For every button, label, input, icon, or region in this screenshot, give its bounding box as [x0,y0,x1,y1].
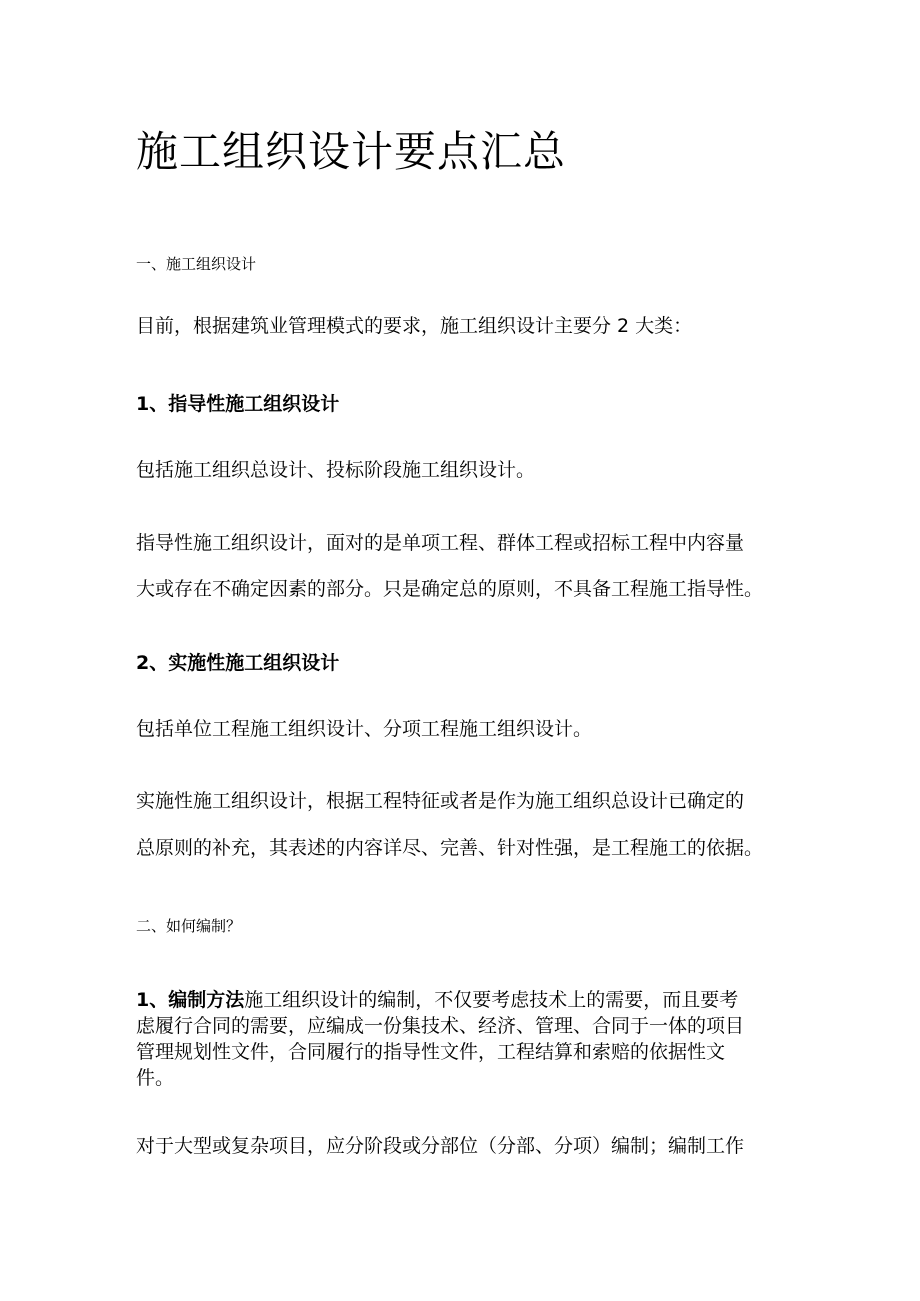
large-project-paragraph: 对于大型或复杂项目，应分阶段或分部位（分部、分项）编制；编制工作 [136,1135,745,1157]
method-paragraph [136,987,744,1091]
document-title: 施工组织设计要点汇总 [136,127,567,176]
implementing-scope-paragraph: 包括单位工程施工组织设计、分项工程施工组织设计。 [136,718,593,740]
guiding-scope-paragraph: 包括施工组织总设计、投标阶段施工组织设计。 [136,459,536,481]
implementing-desc-line-2: 总原则的补充，其表述的内容详尽、完善、针对性强，是工程施工的依据。 [136,837,764,859]
subheading-guiding-design: 1、指导性施工组织设计 [136,393,340,415]
intro-paragraph: 目前，根据建筑业管理模式的要求，施工组织设计主要分 2 大类： [136,315,693,337]
method-line-4: 件。 [136,1067,175,1089]
method-text-1: 施工组织设计的编制，不仅要考虑技术上的需要，而且要考 [244,989,739,1011]
guiding-desc-line-1: 指导性施工组织设计，面对的是单项工程、群体工程或招标工程中内容量 [136,532,745,554]
implementing-desc-line-1: 实施性施工组织设计，根据工程特征或者是作为施工组织总设计已确定的 [136,790,745,812]
guiding-desc-line-2: 大或存在不确定因素的部分。只是确定总的原则，不具备工程施工指导性。 [136,578,764,600]
method-line-1 [136,987,744,1013]
section-heading-2: 二、如何编制？ [136,917,242,935]
section-heading-1: 一、施工组织设计 [136,255,257,273]
method-line-2: 虑履行合同的需要，应编成一份集技术、经济、管理、合同于一体的项目 [136,1015,745,1037]
subheading-implementing-design: 2、实施性施工组织设计 [136,652,340,674]
method-heading: 1、编制方法 [136,989,245,1011]
method-line-3: 管理规划性文件，合同履行的指导性文件，工程结算和索赔的依据性文 [136,1041,726,1063]
